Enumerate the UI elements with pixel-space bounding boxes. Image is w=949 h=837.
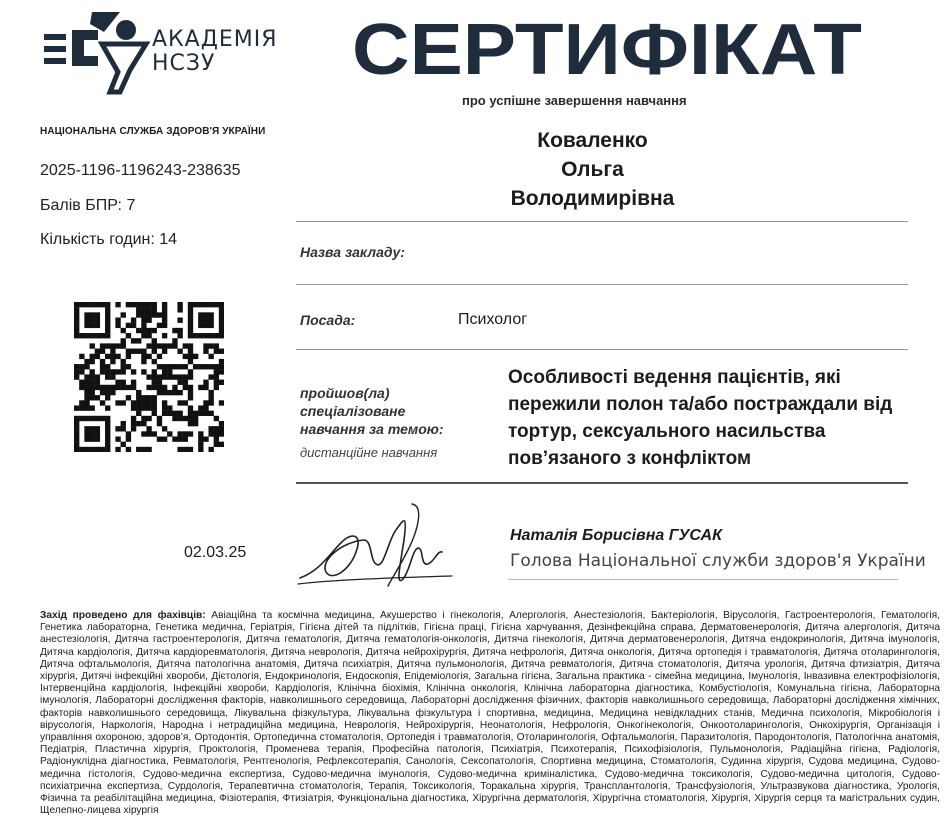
qr-code <box>74 302 224 452</box>
training-label-line-3: навчання за темою: <box>300 421 444 437</box>
signature-image <box>292 500 472 590</box>
certificate-number: 2025-1196-1196243-238635 <box>40 162 241 179</box>
signature-divider <box>508 579 898 580</box>
recipient-patronymic: Володимирівна <box>510 187 675 210</box>
specialties-text: Авіаційна та космічна медицина, Акушерство і гінекологія, Алергологія, Анестезіологія, Бактеріологія, Вірусологія, Гастроентерологія, Гематологія, Генетика лабораторна, Генетика медична, Геріатрія, Гігієна дітей та підлітків, Гігієна праці, Гігієна харчування, Дезінфекційна справа, Дерматовенерологія, Дитяча алергологія, Дитяча анестезіологія, Дитяча гастроентерологія, Дитяча гематологія, Дитяча гематологія-онкологія, Дитяча гінекологія, Дитяча дерматовенерологія, Дитяча ендокринологія, Дитяча імунологія, Дитяча кардіологія, Дитяча кардіоревматологія, Дитяча неврологія, Дитяча нейрохірургія, Дитяча нефрологія, Дитяча онкологія, Дитяча ортопедія і травматологія, Дитяча отоларингологія, Дитяча офтальмологія, Дитяча патологічна анатомія, Дитяча психіатрія, Дитяча пульмонологія, Дитяча ревматологія, Дитяча стоматологія, Дитяча урологія, Дитяча фтизіатрія, Дитяча хірургія, Дитячі інфекційні хвороби, Дієтологія, Ендокринологія, Ендоскопія, Епідеміологія, Загальна гігієна, Загальна практика - сімейна медицина, Імунологія, Інвазивна електрофізіологія, Інтервенційна кардіологія, Інфекційні хвороби, Кардіологія, Клінічна біохімія, Клінічна онкологія, Клінічна лабораторна діагностика, Комбустіологія, Комунальна гігієна, Лабораторна імунологія, Лабораторні дослідження факторів, навколишнього середовища, Лабораторні дослідження фізичних, факторів навколишнього середовища, Лабораторні дослідження хімічних, факторів навколишнього середовища, Лікувальна фізкультура, Лікувальна фізкультура і спортивна, медицина, Медицина невідкладних станів, Медична психологія, Мікробіологія і вірусологія, Наркологія, Народна і нетрадиційна медицина, Неврологія, Нейрохірургія, Неонатологія, Нефрологія, Онкогінекологія, Онкоотоларингологія, Онкохірургія, Організація і управління охороною, здоров’я, Ортодонтія, Ортопедична стоматологія, Ортопедія і травматологія, Отоларингологія, Офтальмологія, Паразитологія, Пародонтологія, Патологічна анатомія, Педіатрія, Пластична хірургія, Проктологія, Променева терапія, Професійна патологія, Психіатрія, Психотерапія, Психофізіологія, Пульмонологія, Радіаційна гігієна, Радіологія, Радіонуклідна діагностика, Ревматологія, Рентгенологія, Рефлексотерапія, Санологія, Сексопатологія, Спортивна медицина, Стоматологія, Судинна хірургія, Судова медицина, Судово-медична гістологія, Судово-медична експертиза, Судово-медична імунологія, Судово-медична криміналістика, Судово-медична токсикологія, Судово-медична цитологія, Судово-психіатрична експертиза, Сурдологія, Терапевтична стоматологія, Терапія, Токсикологія, Торакальна хірургія, Трансплантологія, Трансфузіологія, Ультразвукова діагностика, Урологія, Фізична та реабілітаційна медицина, Фізіотерапія, Фтизіатрія, Функціональна діагностика, Хірургічна дерматологія, Хірургічна стоматологія, Хірургія, Хірургія серця та магістральних судин, Щелепно-лицева хірургія <box>40 610 940 817</box>
hours-count: Кількість годин: 14 <box>40 231 178 248</box>
logo-mark-icon <box>40 10 150 100</box>
position-label: Посада: <box>300 312 356 328</box>
training-label-line-2: спеціалізоване <box>300 403 406 419</box>
title-text: СЕРТИФІКАТ <box>352 10 863 88</box>
certificate-subtitle: про успішне завершення навчання <box>462 93 687 108</box>
specialties-list <box>40 610 940 817</box>
logo-line-1: АКАДЕМІЯ <box>152 27 278 52</box>
organization-name: НАЦІОНАЛЬНА СЛУЖБА ЗДОРОВ'Я УКРАЇНИ <box>40 126 266 137</box>
training-mode: дистанційне навчання <box>300 445 438 460</box>
divider <box>296 221 908 222</box>
divider <box>296 284 908 285</box>
specialties-label: Захід проведено для фахівців: <box>40 610 206 621</box>
position-value: Психолог <box>458 311 528 328</box>
recipient-last-name: Коваленко <box>537 129 648 152</box>
divider <box>296 349 908 350</box>
logo-line-2: НСЗУ <box>152 51 216 76</box>
recipient-first-name: Ольга <box>561 158 624 181</box>
divider <box>296 482 908 484</box>
points-count: Балів БПР: 7 <box>40 197 136 214</box>
signer-name: Наталія Борисівна ГУСАК <box>510 527 722 544</box>
logo-text <box>152 28 278 76</box>
training-label-line-1: пройшов(ла) <box>300 385 390 401</box>
certificate-title <box>352 8 872 88</box>
training-topic: Особливості ведення пацієнтів, які пережили полон та/або постраждали від тортур, сексуального насильства пов’язаного з конфліктом <box>508 367 893 469</box>
signer-title: Голова Національної служби здоров'я України <box>510 551 926 571</box>
issue-date: 02.03.25 <box>184 544 247 561</box>
training-label <box>300 384 444 438</box>
institution-label: Назва закладу: <box>300 244 405 260</box>
